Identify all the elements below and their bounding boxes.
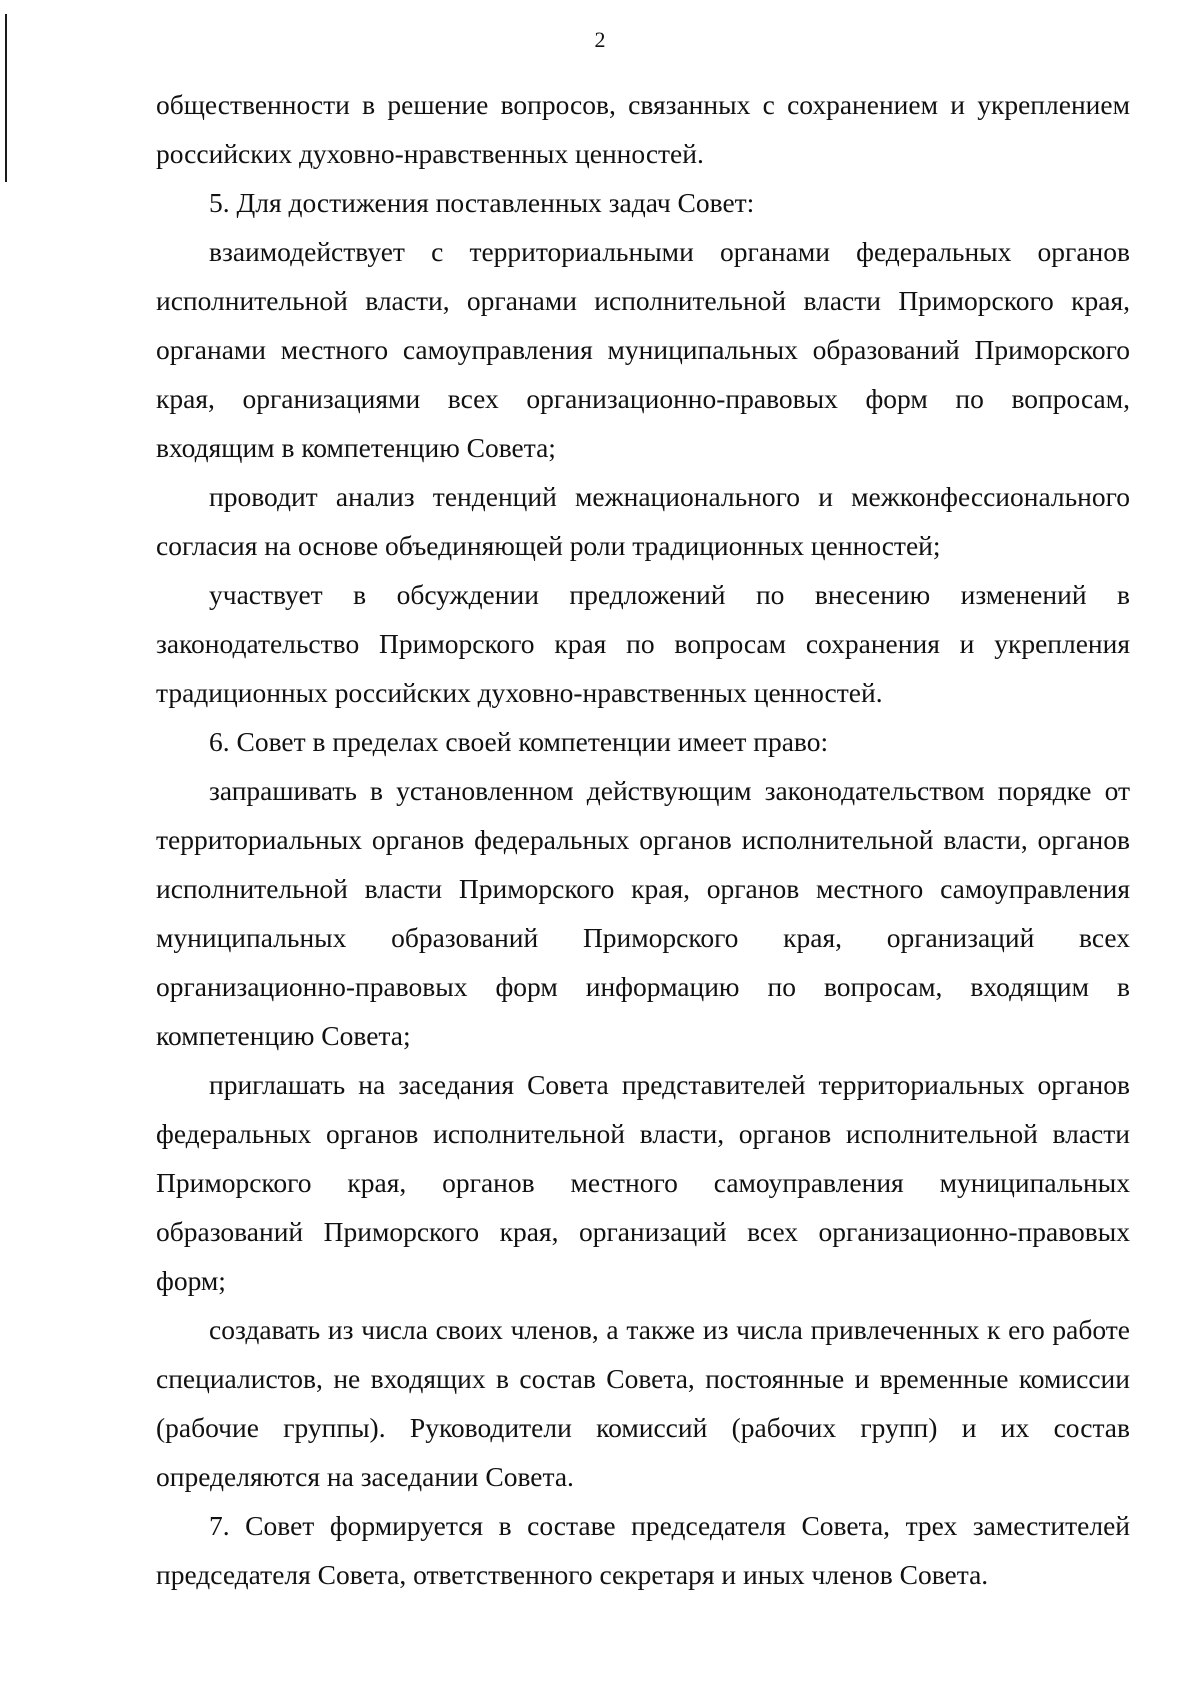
paragraph: проводит анализ тенденций межнационального и межконфессионального согласия на основе объединяющей роли традиционных ценностей; (156, 481, 1130, 561)
paragraph: создавать из числа своих членов, а также из числа привлеченных к его работе специалистов, не входящих в состав Совета, постоянные и временные комиссии (рабочие группы). Руководители комиссий (рабочих групп) и их состав определяются на заседании Совета. (156, 1314, 1130, 1492)
paragraph: 7. Совет формируется в составе председателя Совета, трех заместителей председателя Совета, ответственного секретаря и иных членов Совета. (156, 1510, 1130, 1590)
paragraph: 5. Для достижения поставленных задач Совет: (209, 187, 755, 218)
paragraph: взаимодействует с территориальными органами федеральных органов исполнительной власти, органами исполнительной власти Приморского края, органами местного самоуправления муниципальных образований Приморского края, организациями всех организационно-правовых форм по вопросам, входящим в компетенцию Совета; (156, 236, 1130, 463)
paragraph: общественности в решение вопросов, связанных с сохранением и укреплением российских духовно-нравственных ценностей. (156, 89, 1130, 169)
page-number: 2 (594, 27, 606, 52)
paragraph: 6. Совет в пределах своей компетенции имеет право: (209, 726, 829, 757)
paragraph: запрашивать в установленном действующим законодательством порядке от территориальных органов федеральных органов исполнительной власти, органов исполнительной власти Приморского края, органов местного самоуправления муниципальных образований Приморского края, организаций всех организационно-правовых форм информацию по вопросам, входящим в компетенцию Совета; (156, 775, 1130, 1051)
paragraph: участвует в обсуждении предложений по внесению изменений в законодательство Приморского края по вопросам сохранения и укрепления традиционных российских духовно-нравственных ценностей. (156, 579, 1130, 708)
document-body (156, 80, 1130, 1599)
paragraph: приглашать на заседания Совета представителей территориальных органов федеральных органов исполнительной власти, органов исполнительной власти Приморского края, органов местного самоуправления муниципальных образований Приморского края, организаций всех организационно-правовых форм; (156, 1069, 1130, 1296)
